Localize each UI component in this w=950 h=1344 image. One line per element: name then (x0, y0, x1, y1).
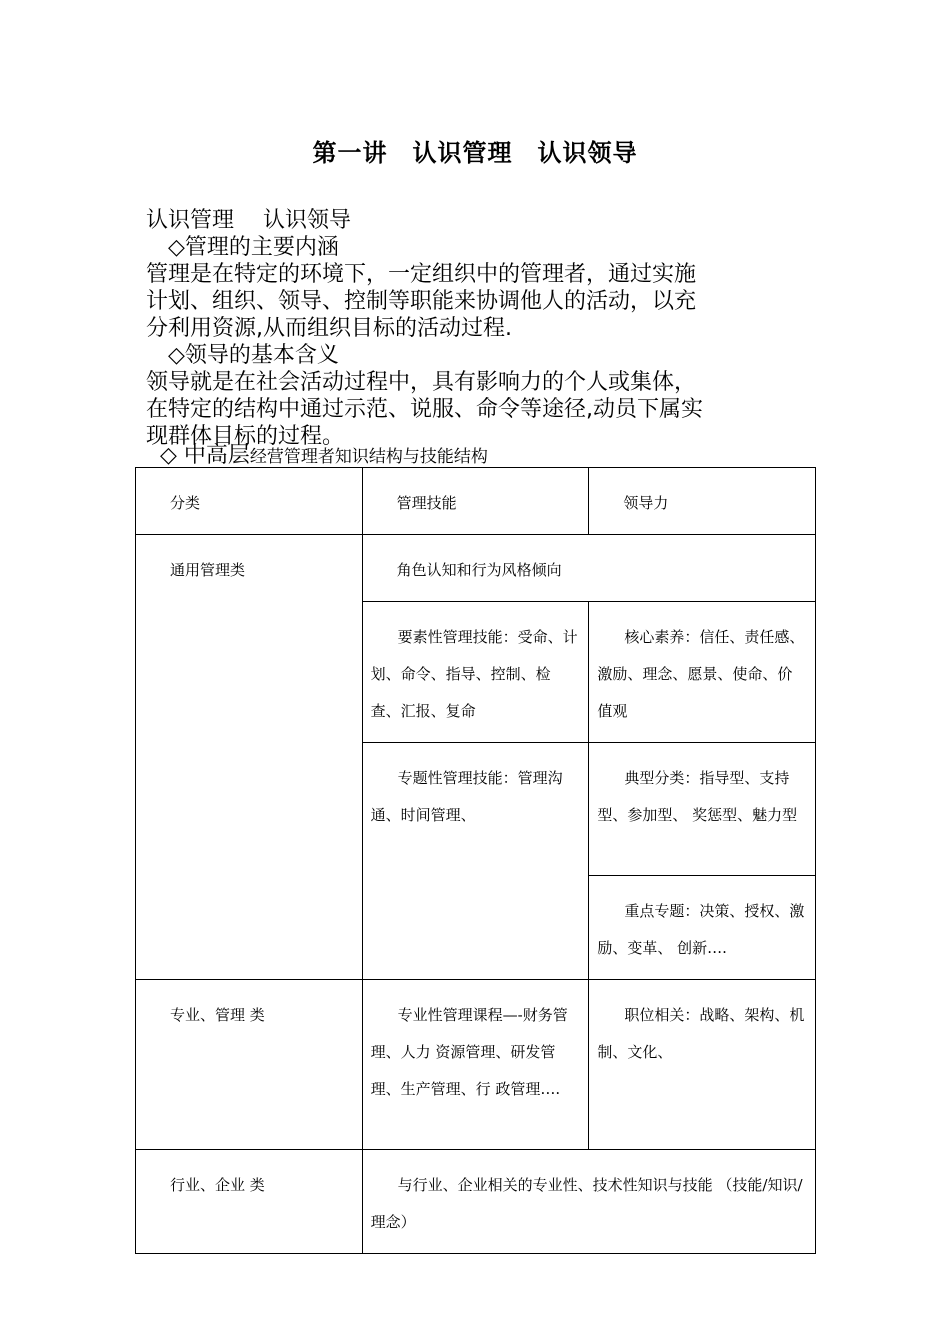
table-row (136, 1150, 816, 1254)
header-category: 分类 (136, 468, 363, 535)
management-line-3: 分利用资源,从而组织目标的活动过程. (146, 316, 512, 341)
structure-prefix: ◇ 中高层 (160, 443, 250, 468)
structure-rest: 经营管理者知识结构与技能结构 (249, 447, 488, 467)
intro-block (146, 207, 806, 450)
leadership-line-3: 现群体目标的过程。 (146, 424, 345, 449)
intro-heading: 认识管理 认识领导 (146, 208, 351, 233)
typical-types-cell: 典型分类：指导型、支持型、参加型、 奖惩型、魅力型 (589, 743, 816, 876)
element-skills-cell: 要素性管理技能：受命、计划、命令、指导、控制、检查、汇报、复命 (362, 602, 589, 743)
table-row (136, 980, 816, 1150)
key-topics-cell: 重点专题：决策、授权、激励、变革、 创新…. (589, 876, 816, 980)
management-line-2: 计划、组织、领导、控制等职能来协调他人的活动，以充 (146, 289, 697, 314)
page-title: 第一讲 认识管理 认识领导 (312, 139, 638, 167)
header-leadership: 领导力 (589, 468, 816, 535)
management-line-1: 管理是在特定的环境下，一定组织中的管理者，通过实施 (146, 262, 697, 287)
topic-skills-cell: 专题性管理技能：管理沟通、时间管理、 (362, 743, 589, 980)
leadership-line-2: 在特定的结构中通过示范、说服、命令等途径,动员下属实 (146, 397, 703, 422)
role-cognition-cell: 角色认知和行为风格倾向 (362, 535, 815, 602)
leadership-line-1: 领导就是在社会活动过程中，具有影响力的个人或集体， (146, 370, 697, 395)
industry-knowledge-cell: 与行业、企业相关的专业性、技术性知识与技能 （技能/知识/理念） (362, 1150, 815, 1254)
category-general: 通用管理类 (136, 535, 363, 980)
core-quality-cell: 核心素养：信任、责任感、激励、理念、愿景、使命、价值观 (589, 602, 816, 743)
header-management-skills: 管理技能 (362, 468, 589, 535)
category-industry: 行业、企业 类 (136, 1150, 363, 1254)
skills-table (135, 467, 816, 1254)
professional-courses-cell: 专业性管理课程—-财务管理、人力 资源管理、研发管理、生产管理、行 政管理…. (362, 980, 589, 1150)
section-title-leadership: ◇领导的基本含义 (168, 343, 339, 368)
position-related-cell: 职位相关：战略、架构、机制、文化、 (589, 980, 816, 1150)
table-header-row (136, 468, 816, 535)
section-title-structure (160, 443, 488, 470)
category-professional: 专业、管理 类 (136, 980, 363, 1150)
section-title-management: ◇管理的主要内涵 (168, 235, 339, 260)
table-row (136, 535, 816, 602)
